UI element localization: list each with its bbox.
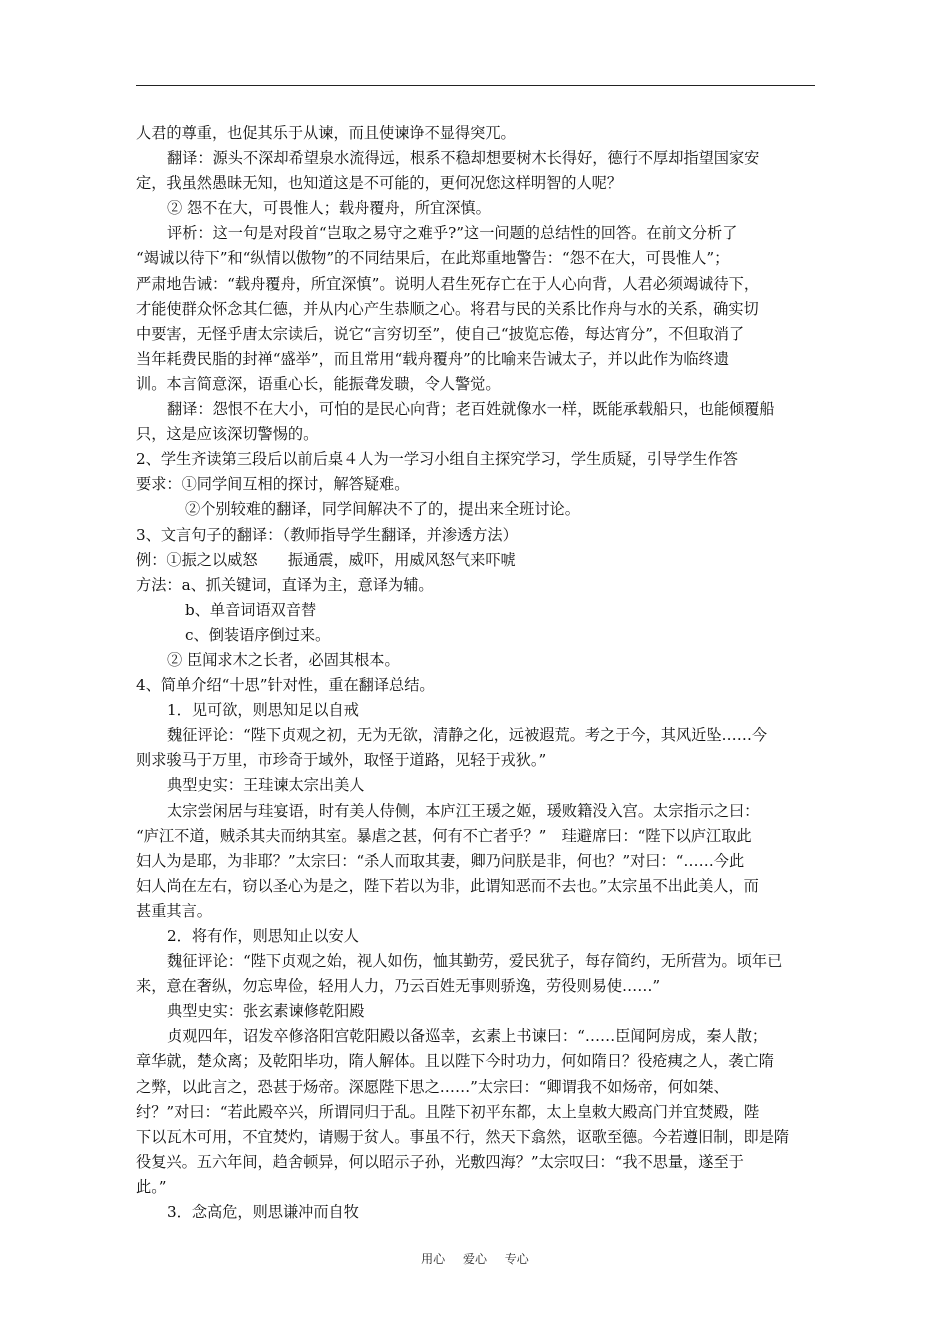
- text-line: “竭诚以待下”和“纵情以傲物”的不同结果后，在此郑重地警告：“怨不在大，可畏惟人”；: [136, 249, 730, 268]
- text-line: “庐江不道，贼杀其夫而纳其室。暴虐之甚，何有不亡者乎？” 珪避席曰：“陛下以庐江取此: [136, 826, 752, 845]
- text-line: 典型史实：王珪谏太宗出美人: [167, 776, 365, 795]
- document-body: [136, 121, 815, 1225]
- text-line: 3．念高危，则思谦冲而自牧: [167, 1203, 359, 1222]
- text-line: 要求：①同学间互相的探讨，解答疑难。: [136, 475, 410, 494]
- text-line: 训。本言简意深，语重心长，能振聋发聩，令人警觉。: [136, 374, 501, 393]
- text-line: 役复兴。五六年间，趋舍顿异，何以昭示子孙，光敷四海？”太宗叹曰：“我不思量，遂至于: [136, 1152, 744, 1171]
- text-line: 只，这是应该深切警惕的。: [136, 425, 319, 444]
- text-line: 定，我虽然愚昧无知，也知道这是不可能的，更何况您这样明智的人呢？: [136, 174, 622, 193]
- text-line: ② 臣闻求木之长者，必固其根本。: [167, 650, 400, 669]
- text-line: 甚重其言。: [136, 901, 212, 920]
- text-line: 纣？”对曰：“若此殿卒兴，所谓同归于乱。且陛下初平东都，太上皇敕大殿高门并宜焚殿，陛: [136, 1102, 760, 1121]
- text-line: 来，意在奢纵，勿忘卑俭，轻用人力，乃云百姓无事则骄逸，劳役则易使……”: [136, 977, 661, 996]
- text-line: 1．见可欲，则思知足以自戒: [167, 701, 359, 720]
- text-line: 之弊，以此言之，恐甚于炀帝。深愿陛下思之……”太宗曰：“卿谓我不如炀帝，何如桀、: [136, 1077, 729, 1096]
- text-line: 妇人为是耶，为非耶？”太宗曰：“杀人而取其妻，卿乃问朕是非，何也？”对曰：“……今此: [136, 851, 745, 870]
- text-line: 2．将有作，则思知止以安人: [167, 927, 359, 945]
- text-line: 评析：这一句是对段首“岂取之易守之难乎?”这一问题的总结性的回答。在前文分析了: [167, 224, 738, 243]
- text-line: 严肃地告诫：“载舟覆舟，所宜深慎”。说明人君生死存亡在于人心向背，人君必须竭诚待下，: [136, 274, 760, 293]
- text-line: 4、简单介绍“十思”针对性，重在翻译总结。: [136, 676, 435, 695]
- text-line: 此。”: [136, 1177, 167, 1196]
- text-line: ②个别较难的翻译，同学间解决不了的，提出来全班讨论。: [185, 500, 580, 519]
- text-line: 典型史实：张玄素谏修乾阳殿: [167, 1002, 365, 1021]
- text-line: 3、文言句子的翻译：（教师指导学生翻译，并渗透方法）: [136, 525, 518, 544]
- text-line: 贞观四年，诏发卒修洛阳宫乾阳殿以备巡幸，玄素上书谏曰：“……臣闻阿房成，秦人散；: [167, 1027, 768, 1046]
- text-line: 当年耗费民脂的封禅“盛举”，而且常用“载舟覆舟”的比喻来告诫太子，并以此作为临终遗: [136, 349, 729, 368]
- text-line: 2、学生齐读第三段后以前后桌４人为一学习小组自主探究学习，学生质疑，引导学生作答: [136, 450, 738, 469]
- text-line: 下以瓦木可用，不宜焚灼，请赐于贫人。事虽不行，然天下翕然，讴歌至德。今若遵旧制，即是隋: [136, 1127, 790, 1146]
- text-line: 妇人尚在左右，窃以圣心为是之，陛下若以为非，此谓知恶而不去也。”太宗虽不出此美人，而: [136, 876, 759, 895]
- text-line: 魏征评论：“陛下贞观之始，视人如伤，恤其勤劳，爱民犹子，每存简约，无所营为。顷年已: [167, 952, 783, 971]
- text-line: 中要害，无怪乎唐太宗读后，说它“言穷切至”，使自己“披览忘倦，每达宵分”，不但取消了: [136, 324, 745, 343]
- text-line: b、单音词语双音替: [185, 600, 317, 619]
- text-line: ② 怨不在大，可畏惟人；载舟覆舟，所宜深慎。: [167, 199, 491, 218]
- header-rule: [136, 85, 815, 86]
- text-line: 则求骏马于万里，市珍奇于域外，取怪于道路，见轻于戎狄。”: [136, 751, 547, 770]
- text-line: 翻译：源头不深却希望泉水流得远，根系不稳却想要树木长得好，德行不厚却指望国家安: [167, 149, 760, 168]
- text-line: 章华就，楚众离；及乾阳毕功，隋人解体。且以陛下今时功力，何如隋日？役疮痍之人，袭亡隋: [136, 1052, 774, 1071]
- text-line: 例：①振之以威怒 振通震，威吓，用威风怒气来吓唬: [136, 550, 516, 569]
- text-line: 太宗尝闲居与珪宴语，时有美人侍侧，本庐江王瑗之姬，瑗败籍没入宫。太宗指示之曰：: [167, 801, 760, 820]
- text-line: 魏征评论：“陛下贞观之初，无为无欲，清静之化，远被遐荒。考之于今，其风近坠……今: [167, 726, 768, 745]
- text-line: 翻译：怨恨不在大小，可怕的是民心向背；老百姓就像水一样，既能承载船只，也能倾覆船: [167, 400, 775, 419]
- page-footer: 用心 爱心 专心: [421, 1252, 529, 1266]
- text-line: 方法：a、抓关键词，直译为主，意译为辅。: [136, 575, 434, 594]
- text-line: c、倒装语序倒过来。: [185, 625, 331, 644]
- text-line: 人君的尊重，也促其乐于从谏，而且使谏诤不显得突兀。: [136, 124, 516, 142]
- text-line: 才能使群众怀念其仁德，并从内心产生恭顺之心。将君与民的关系比作舟与水的关系，确实切: [136, 299, 759, 318]
